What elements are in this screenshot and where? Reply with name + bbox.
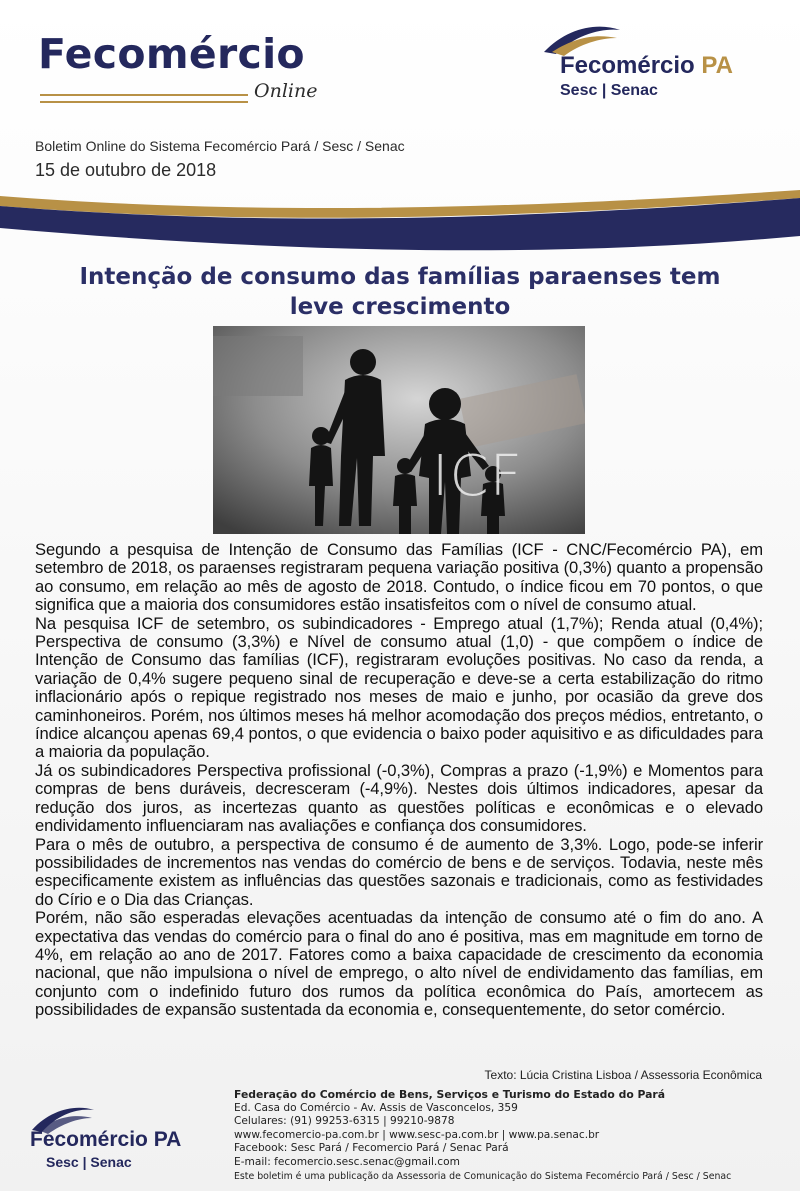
- logo-name-accent: PA: [701, 52, 733, 79]
- article-body: [35, 541, 763, 1020]
- paragraph: Para o mês de outubro, a perspectiva de consumo é de aumento de 3,3%. Logo, pode-se inferir possibilidades de incrementos nas vendas do comércio de bens e de serviços. Todavia, neste mês especificamente existem as influências das questões sazonais e tradicionais, como as festividades do Círio e o Dia das Crianças.: [35, 834, 763, 909]
- paragraph: Segundo a pesquisa de Intenção de Consumo das Famílias (ICF - CNC/Fecomércio PA), em setembro de 2018, os paraenses registraram pequena variação positiva (0,3%) quanto a propensão ao consumo, em relação ao mês de agosto de 2018. Contudo, o índice ficou em 70 pontos, o que significa que a maioria dos consumidores estão insatisfeitos com o nível de consumo atual.: [35, 540, 763, 615]
- brand-underline-2: [40, 101, 248, 103]
- article-photo: [213, 326, 585, 534]
- icf-image-label: ICF: [432, 444, 523, 509]
- header: [0, 0, 800, 250]
- brand-underline: [40, 94, 248, 96]
- date: 15 de outubro de 2018: [35, 160, 217, 180]
- brand-title: Fecomércio: [38, 30, 305, 78]
- bulletin-line: Boletim Online do Sistema Fecomércio Pará / Sesc / Senac: [35, 138, 405, 154]
- footer-phones: Celulares: (91) 99253-6315 | 99210-9878: [234, 1115, 455, 1128]
- header-swoosh: [0, 170, 800, 260]
- article-title: Intenção de consumo das famílias paraenses tem leve crescimento: [79, 264, 721, 320]
- footer-logo-name-accent: PA: [153, 1128, 182, 1151]
- brand-subtitle: Online: [254, 80, 318, 102]
- footer-address: Ed. Casa do Comércio - Av. Assis de Vasconcelos, 359: [234, 1101, 518, 1114]
- footer-org: Federação do Comércio de Bens, Serviços e Turismo do Estado do Pará: [234, 1088, 666, 1101]
- footer-sites[interactable]: www.fecomercio-pa.com.br | www.sesc-pa.com.br | www.pa.senac.br: [234, 1128, 600, 1141]
- footer-email[interactable]: E-mail: fecomercio.sesc.senac@gmail.com: [234, 1155, 460, 1168]
- logo-name-main: Fecomércio: [560, 52, 695, 79]
- footer-facebook: Facebook: Sesc Pará / Fecomercio Pará / Senac Pará: [234, 1142, 509, 1155]
- footer-logo-sub: Sesc | Senac: [46, 1154, 132, 1170]
- footer-logo-name-main: Fecomércio: [30, 1128, 148, 1151]
- article-credit: Texto: Lúcia Cristina Lisboa / Assessoria Econômica: [484, 1068, 762, 1082]
- footer-contact-info: [234, 1088, 774, 1183]
- paragraph: Porém, não são esperadas elevações acentuadas da intenção de consumo até o fim do ano. A expectativa das vendas do comércio para o final do ano é positiva, mas em magnitude em torno de 4%, em relação ao ano de 2017. Fatores como a baixa capacidade de crescimento da economia nacional, que não impulsiona o nível de emprego, o alto nível de endividamento das famílias, em conjunto com o indefinido futuro dos rumos da política econômica do País, amortecem as possibilidades de expansão sustentada da economia e, consequentemente, do setor comércio.: [35, 908, 763, 1020]
- footer-logo-name: [30, 1128, 181, 1152]
- paragraph: Na pesquisa ICF de setembro, os subindicadores - Emprego atual (1,7%); Renda atual (0,4%); Perspectiva de consumo (3,3%) e Nível de consumo atual (1,0) - que compõem o índice de Intenção de Consumo das famílias (ICF), registraram evoluções positivas. No caso da renda, a variação de 0,4% sugere pequeno sinal de recuperação e deve-se a certa estabilização do ritmo inflacionário após o repique registrado nos meses de maio e junho, por ocasião da greve dos caminhoneiros. Porém, nos últimos meses há melhor acomodação dos preços médios, entretanto, o índice alcançou apenas 69,4 pontos, o que evidencia o baixo poder aquisitivo e as dificuldades para a maioria da população.: [35, 613, 763, 762]
- paragraph: Já os subindicadores Perspectiva profissional (-0,3%), Compras a prazo (-1,9%) e Momentos para compras de bens duráveis, decresceram (-4,9%). Nestes dois últimos indicadores, apesar da redução dos juros, as incertezas quanto as questões políticas e econômicas e o elevado endividamento influenciaram nas avaliações e confiança dos consumidores.: [35, 760, 763, 836]
- logo-sub: Sesc | Senac: [560, 82, 658, 99]
- logo-name: [560, 52, 733, 80]
- family-silhouette-image: [213, 326, 585, 534]
- footer-note: Este boletim é uma publicação da Assessoria de Comunicação do Sistema Fecomércio Pará / Sesc / Senac: [234, 1170, 732, 1182]
